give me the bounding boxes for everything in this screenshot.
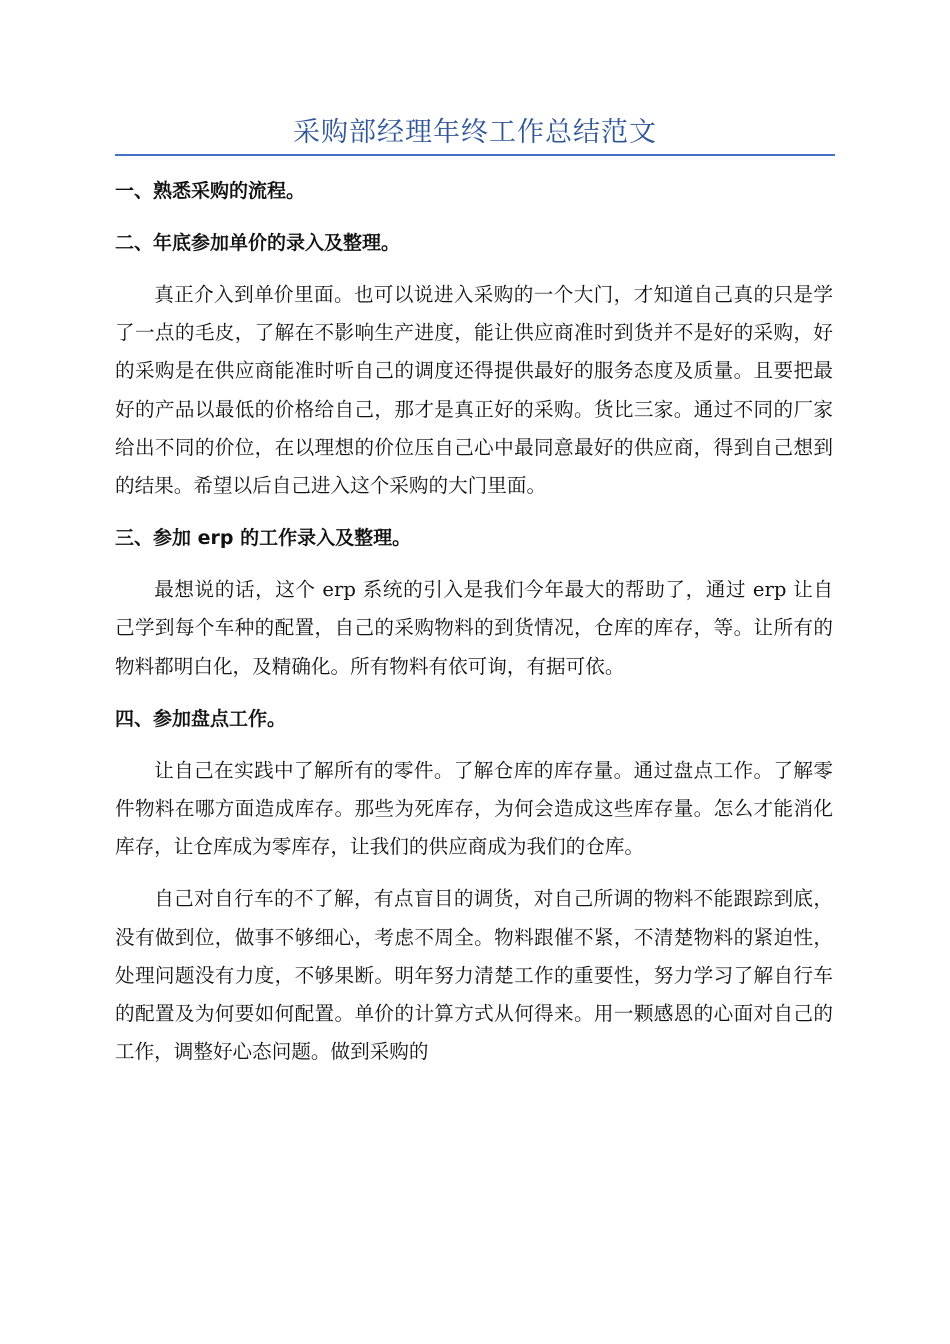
paragraph-inventory: 让自己在实践中了解所有的零件。了解仓库的库存量。通过盘点工作。了解零件物料在哪方面造成库存。那些为死库存，为何会造成这些库存量。怎么才能消化库存，让仓库成为零库存，让我们的供应商成为我们的仓库。 xyxy=(115,758,833,859)
section-heading-2: 二、年底参加单价的录入及整理。 xyxy=(115,232,401,254)
paragraph-self-review: 自己对自行车的不了解，有点盲目的调货，对自己所调的物料不能跟踪到底，没有做到位，做事不够细心，考虑不周全。物料跟催不紧，不清楚物料的紧迫性，处理问题没有力度，不够果断。明年努力清楚工作的重要性，努力学习了解自行车的配置及为何要如何配置。单价的计算方式从何得来。用一颗感恩的心面对自己的工作，调整好心态问题。做到采购的 xyxy=(115,887,833,1064)
document-body xyxy=(115,172,833,1085)
document-title: 采购部经理年终工作总结范文 xyxy=(293,117,657,148)
section-heading-4: 四、参加盘点工作。 xyxy=(115,707,287,730)
section-heading-3: 三、参加 erp 的工作录入及整理。 xyxy=(115,527,412,550)
title-underline xyxy=(115,154,835,156)
section-heading-1: 一、熟悉采购的流程。 xyxy=(115,180,306,202)
paragraph-unit-price: 真正介入到单价里面。也可以说进入采购的一个大门，才知道自己真的只是学了一点的毛皮，了解在不影响生产进度，能让供应商准时到货并不是好的采购，好的采购是在供应商能准时听自己的调度还得提供最好的服务态度及质量。且要把最好的产品以最低的价格给自己，那才是真正好的采购。货比三家。通过不同的厂家给出不同的价位，在以理想的价位压自己心中最同意最好的供应商，得到自己想到的结果。希望以后自己进入这个采购的大门里面。 xyxy=(115,283,833,498)
paragraph-erp: 最想说的话，这个 erp 系统的引入是我们今年最大的帮助了，通过 erp 让自己学到每个车种的配置，自己的采购物料的到货情况，仓库的库存，等。让所有的物料都明白化，及精确化。所有物料有依可询，有据可依。 xyxy=(115,578,833,678)
